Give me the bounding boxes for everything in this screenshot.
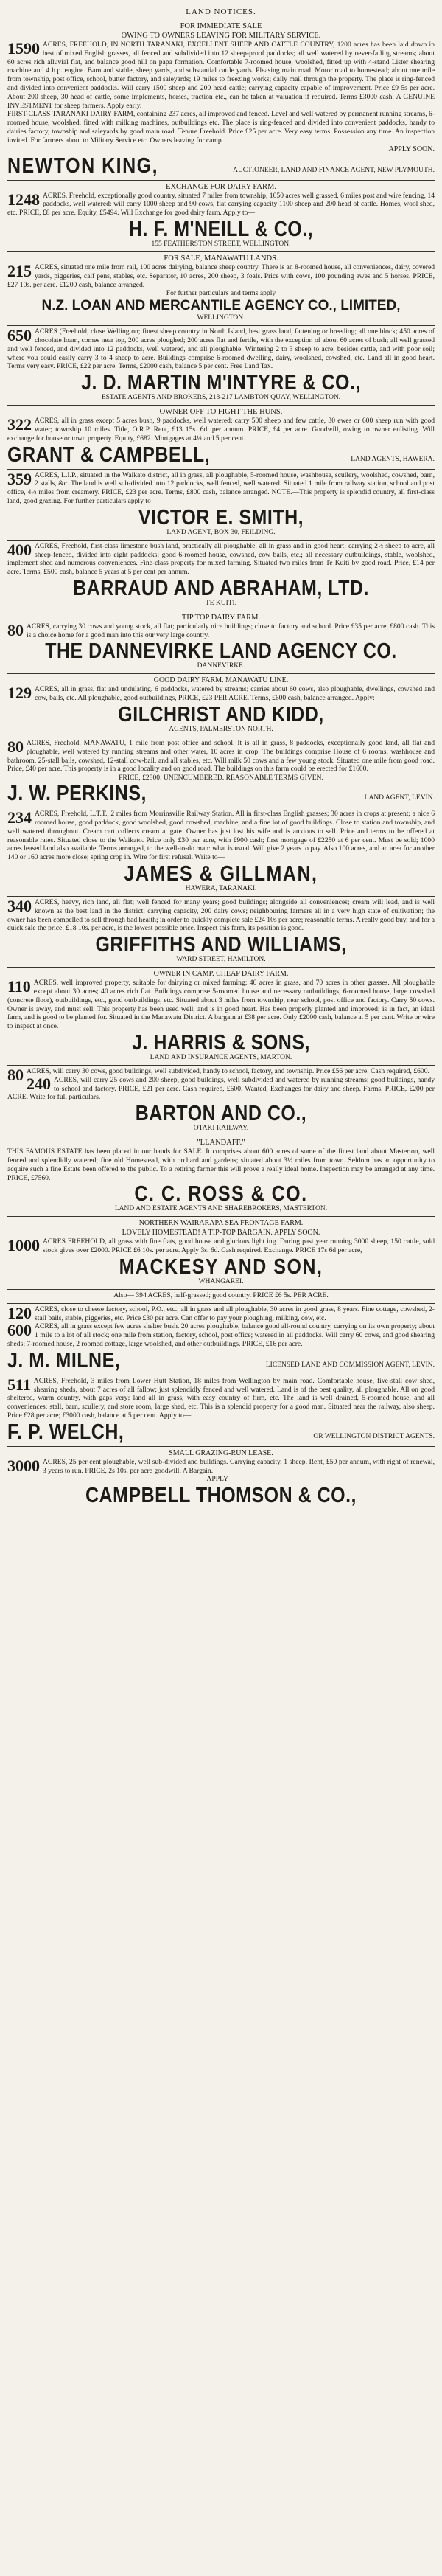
notice-body — [7, 1377, 435, 1420]
agent-address: HAWERA, TARANAKI. — [185, 885, 257, 893]
notice-heading: OWNER IN CAMP. CHEAP DAIRY FARM. — [153, 970, 289, 979]
notice-tip-top-dairy — [7, 611, 435, 675]
agent-name: NEWTON KING, — [7, 153, 159, 178]
agent-name: MACKESY AND SON, — [119, 1254, 323, 1280]
agent-address: WHANGAREI. — [198, 1277, 244, 1285]
agent-address: 155 FEATHERSTON STREET, WELLINGTON. — [151, 240, 291, 248]
notice-body — [7, 685, 435, 703]
agent-address: TE KUITI. — [205, 599, 237, 607]
notice-text: ACRES, well improved property, suitable for dairying or mixed farming; 40 acres in grass, and 70 acres in other grasses. All ploughable except about 30 acres; 40 acres rich flat. Buildings comprise 5-roomed house and necessary outbuildings, 6-roomed house, large cowshed (concrete floor), outbuildings, etc., good outbuildings, etc. Situated about 3 miles from township, near school, post office and factory. Carry 50 cows. Owner is away, and must sell. This property has been used well, and is in good heart. Has been properly planted and improved; is in fact, an ideal farm, and is good to be planted for. Situated in the Manawatu District. A bargain at £38 per acre. Only £2000 cash, balance at 5 per cent. Write or wire to inspect at once. — [7, 979, 435, 1031]
notice-text: ACRES, L.I.P., situated in the Waikato district, all in grass, all ploughable, 5-roomed house, washhouse, scullery, woolshed, cowshed, barn, 2 stalls, &c. The land is well sub-divided into 12 paddocks, well fenced, well watered. Situated 1 mile from railway station, school and post office, 4½ miles from creamery. PRICE, £23 per acre. Terms, £800 cash, balance arranged. NOTE.—This property is splendid country, all first-class land, good grazing. For further particulars apply to— — [7, 471, 435, 505]
notice-heading: EXCHANGE FOR DAIRY FARM. — [166, 182, 276, 191]
acreage-figure: 110 — [7, 977, 31, 996]
notice-body — [7, 979, 435, 1031]
notice-text: ACRES, all in grass except 5 acres bush, 9 paddocks, well watered; carry 500 sheep and few cattle, 30 ewes or 600 sheep run with good water; township 10 miles. Title, O.R.P. Rent, £13 15s. 6d. per annum. PRICE, £4 per acre. Goodwill, owing to owner enlisting. Will exchange for house or town property. Equity, £682. Mortgages at 4¼ and 5 per cent. — [7, 417, 435, 442]
notice-body — [7, 192, 435, 218]
notice-text-2: FIRST-CLASS TARANAKI DAIRY FARM, containing 237 acres, all improved and fenced. Level and well watered by permanent running streams, 6-roomed house, woolshed, fitted with milking machines, outbuildings etc. The place is ring-fenced and divided into convenient paddocks, handy to dairies factory, township and saleyards by good main road. Tenure Freehold. Price £25 per acre. Very easy terms. Possession any time. An inspection invited. For farmers about to Military Service etc. Owners leaving for camp. — [7, 110, 435, 145]
agent-address: LAND AGENTS, HAWERA. — [351, 455, 435, 463]
acreage-figure: 80 — [7, 1066, 24, 1085]
notice-text: ACRES FREEHOLD, all grass with fine flats, good house and glorious light ing. During past year running 3000 sheep, 150 cattle, sold stock gives over £2000. PRICE £6 10s. per acre. Apply 3s. 6d. Cash required. Exchange. PRICE 17s 6d per acre, — [43, 1237, 435, 1255]
notice-body — [7, 898, 435, 933]
agent-block — [7, 1420, 435, 1443]
notice-text: ACRES, Freehold, MANAWATU, 1 mile from post office and school. It is all in grass, 8 paddocks, exceptionally good land, all flat and ploughable, well watered by running streams and other water, 10 acres in crop. The buildings comprise House of 6 rooms, washhouse and bathroom, 25-stall bails, cowshed, 12-stall cow-bail, and all stables, etc. Will milk 50 cows and a few young stock. Situated one mile from good road. Price, £40 per acre. This property is in a good locality and on good road. The buildings on this farm could be erected for £1600. — [7, 739, 435, 774]
acreage-figure: 80 — [7, 620, 24, 639]
agent-name: CAMPBELL THOMSON & CO., — [85, 1484, 357, 1508]
agent-address: LAND AGENT, BOX 30, FEILDING. — [166, 528, 276, 536]
notice-body — [7, 1237, 435, 1255]
notice-taranaki-sheep — [7, 20, 435, 181]
notice-also-394 — [7, 1290, 435, 1304]
apply-line: APPLY— — [206, 1475, 236, 1484]
notice-otaki-farms — [7, 1066, 435, 1136]
agent-address: AGENTS, PALMERSTON NORTH. — [169, 726, 273, 734]
notice-grazing-run — [7, 1447, 435, 1510]
agent-address: OTAKI RAILWAY. — [193, 1125, 249, 1133]
notice-waikato-lip — [7, 470, 435, 541]
agent-address: LAND AND INSURANCE AGENTS, MARTON. — [150, 1054, 292, 1062]
notice-text: ACRES, carrying 30 cows and young stock, all flat; particularly nice buildings; close to factory and school. Price £35 per acre, £800 cash. This is a choice home for a good man into this our very large country. — [27, 622, 435, 639]
notice-body — [7, 327, 435, 371]
acreage-figure: 322 — [7, 415, 32, 434]
notice-text: ACRES, close to cheese factory, school, P.O., etc.; all in grass and all ploughable, 30 acres in good grass, 8 years. Fine cottage, cowshed, 2-stall bails, stable, piggeries, etc. Price £30 per acre. Can offer to pay your ploughing, milking, cow, etc. — [35, 1305, 435, 1322]
agent-address: WARD STREET, HAMILTON. — [176, 956, 266, 964]
notice-lower-hutt — [7, 1375, 435, 1447]
agent-name: GILCHRIST AND KIDD, — [118, 702, 324, 727]
agent-name: BARTON AND CO., — [135, 1102, 307, 1126]
agent-address: ESTATE AGENTS AND BROKERS, 213-217 LAMBTON QUAY, WELLINGTON. — [101, 394, 341, 402]
acreage-figure: 129 — [7, 684, 32, 703]
notice-levin-farm — [7, 737, 435, 808]
notice-llandaff — [7, 1136, 435, 1217]
acreage-figure: 3000 — [7, 1456, 40, 1475]
notice-subheading: LOVELY HOMESTEAD! A TIP-TOP BARGAIN. APPLY SOON. — [122, 1229, 320, 1237]
acreage-figure: 359 — [7, 469, 32, 488]
acreage-figure: 215 — [7, 261, 32, 280]
acreage-figure: 234 — [7, 808, 32, 827]
notice-heading: OWNER OFF TO FIGHT THE HUNS. — [159, 408, 283, 417]
acreage-figure: 1248 — [7, 190, 40, 209]
column-title: LAND NOTICES. — [186, 7, 256, 16]
agent-address: DANNEVIRKE. — [197, 662, 245, 670]
agent-address: LAND AGENT, LEVIN. — [364, 794, 435, 802]
notice-heading: GOOD DAIRY FARM. MANAWATU LINE. — [153, 676, 289, 685]
notice-body — [7, 1305, 435, 1323]
agent-address: AUCTIONEER, LAND AND FINANCE AGENT, NEW PLYMOUTH. — [233, 166, 435, 174]
acreage-figure: 80 — [7, 737, 24, 757]
notice-owner-in-camp — [7, 968, 435, 1066]
notice-text: ACRES (Freehold, close Wellington; finest sheep country in North Island, best grass land, fattening or breeding; all one block; 450 acres of chocolate loam, comes near top, 200 acres ploughed; 200 acres flat and fertile, with the exception of about 60 acres of bush; all well grassed and well fenced, and divided into 12 paddocks, well watered, and all ploughable. Wintering 2 to 3 sheep to acre, besides cattle, and with poor soil; where you could easily carry 3 to 4 sheep to acre. Buildings comprise 6-roomed dwelling, dairy, woolshed, cowshed, etc. Land all in good heart. Terms very easy. PRICE, £22 per acre. Terms, £2000 cash, balance 5 per cent. Free Land Tax. — [7, 327, 435, 371]
notice-subheading: OWING TO OWNERS LEAVING FOR MILITARY SERVICE. — [121, 32, 321, 40]
agent-name: VICTOR E. SMITH, — [138, 505, 304, 530]
agent-name: GRANT & CAMPBELL, — [7, 442, 211, 467]
notice-body — [7, 263, 435, 289]
notice-text: ACRES, heavy, rich land, all flat; well fenced for many years; good buildings; alongside all conveniences; cream will lead, and is well known as the best land in the district; carrying capacity, 200 dairy cows; neighbouring farmers all in a very high state of cultivation; the owner has been compelled to sell through bad health; in order to quickly complete sale £24 10s per acre; reasonable terms. A really good buy, and for a quick sale the price, £18 10s. per acre, is the lowest possible price. Inspect this farm, its position is good. — [7, 898, 435, 933]
notice-exchange-dairy — [7, 181, 435, 252]
price-line: PRICE, £2800. UNENCUMBERED. REASONABLE TERMS GIVEN. — [119, 774, 323, 782]
agent-address: WELLINGTON. — [197, 314, 245, 322]
agent-name: BARRAUD AND ABRAHAM, LTD. — [73, 576, 369, 600]
acreage-figure: 1590 — [7, 39, 40, 58]
acreage-figure: 650 — [7, 326, 32, 345]
notice-wellington-sheep — [7, 326, 435, 406]
agent-block — [7, 443, 435, 466]
agent-name: THE DANNEVIRKE LAND AGENCY CO. — [45, 639, 397, 664]
notice-text-2: For further particulars and terms apply — [166, 289, 276, 298]
agent-address: LAND AND ESTATE AGENTS AND SHAREBROKERS, MASTERTON. — [114, 1205, 328, 1213]
agent-name: C. C. ROSS & CO. — [134, 1182, 308, 1207]
agent-name: GRIFFITHS AND WILLIAMS, — [95, 933, 347, 957]
acreage-figure: 400 — [7, 540, 32, 559]
agent-address: OR WELLINGTON DISTRICT AGENTS. — [313, 1432, 435, 1440]
notice-body — [7, 471, 435, 506]
notice-body — [7, 41, 435, 110]
agent-name: J. HARRIS & SONS, — [132, 1030, 310, 1055]
agent-address: LICENSED LAND AND COMMISSION AGENT, LEVIN. — [265, 1361, 435, 1369]
notice-body — [7, 739, 435, 774]
acreage-figure: 511 — [7, 1375, 31, 1394]
notice-morrinsville — [7, 808, 435, 897]
notice-text: ACRES, Freehold, first-class limestone bush land, practically all ploughable, all in grass and in good heart; carrying 2½ sheep to acre, all sheep-fenced, divided into eight paddocks; good 6-roomed house, cowshed, cow bails, etc.; all necessary outbuildings, stable, woolshed, implement shed and numerous conveniences. Fine-class property for mixed farming. Situated two miles from Te Kuiti by good road. Price, £14 per acre. Terms, £500 cash, balance 5 years at 5 per cent per annum. — [7, 541, 435, 577]
acreage-figure: 240 — [27, 1074, 51, 1093]
apply-line: APPLY SOON. — [388, 145, 435, 153]
notice-body — [7, 622, 435, 640]
notice-text: ACRES, will carry 25 cows and 200 sheep, good buildings, well subdivided and watered by running streams; good buildings, handy to school and factory. PRICE, £21 per acre. Cash required, £600. Wanted, Exchanges for dairy and sheep. Farms. PRICE, £200 per ACRE. Write for full particulars. — [7, 1075, 435, 1102]
notice-heading: FOR IMMEDIATE SALE — [180, 22, 262, 30]
notice-heading: NORTHERN WAIRARAPA SEA FRONTAGE FARM. — [138, 1219, 304, 1228]
agent-name: J. D. MARTIN M'INTYRE & CO., — [81, 371, 361, 395]
agent-name: N.Z. LOAN AND MERCANTILE AGENCY CO., LIMITED, — [41, 298, 401, 314]
notice-manawatu-line — [7, 674, 435, 737]
notice-body-2 — [7, 1076, 435, 1102]
notice-text: ACRES, Freehold, 3 miles from Lower Hutt Station, 18 miles from Wellington by main road. Comfortable house, five-stall cow shed, shearing sheds, about 7 acres of all fallow; just splendidly fenced and well watered. Land is of the best quality, all ploughable. All on good sheltered, warm country, with gaps very; land all in grass, with easy country of firm, etc. The land is well drained, 5-roomed house, and all conveniences; stall, barn, scullery, and store room, large shed, etc. This is a splendid property for a good man. Situated near the railway, also sheep. Price £28 per acre; £3000 cash, balance at 5 per cent. Apply to— — [7, 1376, 435, 1420]
notice-text: ACRES, situated one mile from rail, 100 acres dairying, balance sheep country. There is an 8-roomed house, all conveniences, dairy, covered yards, piggeries, calf pens, stables, etc. Separator, 10 acres, 200 sheep, 3 foals. Price with cows, 100 pounding ewes and 5 horses. PRICE, £27 10s. per acre. £1200 cash, balance arranged. — [7, 263, 435, 289]
notice-heading: "LLANDAFF." — [197, 1139, 245, 1148]
notice-body-2 — [7, 1322, 435, 1348]
notice-text: Also— 394 ACRES, half-grassed; good country. PRICE £6 5s. PER ACRE. — [113, 1291, 329, 1299]
notice-manawatu-lands — [7, 252, 435, 326]
notice-text: ACRES, all in grass, flat and undulating, 6 paddocks, watered by streams; carries about 60 cows, also ploughable, dwellings, cowshed and cow, bails, etc. All ploughable, good outbuildings, PRICE, £23 PER ACRE. Terms, £600 cash, balance arranged. Apply:— — [35, 685, 435, 703]
notice-text: ACRES, Freehold, exceptionally good country, situated 7 miles from township, 1050 acres well grassed, 6 miles post and wire fencing, 14 paddocks, well watered; will carry 1000 sheep and 90 cows, flat carrying capacity 1100 sheep and 200 head of cattle. Homes, wool shed, etc. PRICE, £8 per acre. Equity, £5494. Will Exchange for good dairy farm. Apply to— — [7, 191, 435, 218]
agent-name: J. W. PERKINS, — [7, 782, 147, 806]
notice-text: ACRES, will carry 30 cows, good buildings, well subdivided, handy to school, factory, and township. Price £56 per acre. Cash required, £600. — [27, 1067, 429, 1076]
acreage-figure: 600 — [7, 1321, 32, 1340]
notice-text: ACRES, all in grass except few acres shelter bush. 20 acres ploughable, balance good all-round country, carrying on its own property; about 1 mile to a lot of all stock; one mile from station, factory, school, post office; watered in all paddocks. Will carry 60 cows, and good shearing sheds; 7-roomed house, 2 roomed cottage, large woolshed, and other outbuildings. PRICE, £16 per acre. — [7, 1322, 435, 1348]
agent-name: F. P. WELCH, — [7, 1420, 124, 1444]
notice-owner-off — [7, 406, 435, 469]
notice-text: THIS FAMOUS ESTATE has been placed in our hands for SALE. It comprises about 600 acres of some of the finest land about Masterton, well fenced and splendidly watered; fine old Homestead, with orchard and gardens; situated about 3½ miles from town. Seldom has an opportunity to acquire such a fine Estate been offered to the public. To a retiring farmer this will prove a really ideal home. Inspection may be arranged at any time. PRICE, £7560. — [7, 1148, 435, 1182]
notice-body — [7, 1458, 435, 1476]
agent-block — [7, 154, 435, 177]
agent-name: J. M. MILNE, — [7, 1348, 121, 1372]
acreage-figure: 1000 — [7, 1236, 40, 1255]
notice-cheese-factory — [7, 1304, 435, 1375]
notice-text: ACRES, FREEHOLD, IN NORTH TARANAKI, EXCELLENT SHEEP AND CATTLE COUNTRY, 1200 acres has been laid down in best of mixed English grasses, all fenced and subdivided into 12 sheep-proof paddocks; all well watered by never-failing streams; about 60 acres rich alluvial flat, and balance good hill on papa formation. Comfortable 7-roomed house, woolshed, fitted up with 4-stand Lister shearing machine and 4 h.p. engine. Barn and stable, sheep yards, and substantial cattle yards. Pleasing main road. Motor road to homestead; about one mile from township, post office, school, butter factory, and saleyards; 19 miles to freezing works; daily mail through the property. The place is ring-fenced and divided into convenient paddocks. Will carry 1500 sheep and 200 head cattle; carrying capacity capable of improvement. Price £9 5s per acre. About 200 sheep, 30 head of cattle, some implements, horses, traction etc., can be taken at valuation if required. Terms £3000 cash. A GENUINE INVESTMENT for sheep farmers. Apply early. — [7, 41, 435, 110]
agent-name: JAMES & GILLMAN, — [124, 861, 318, 886]
notice-heading: SMALL GRAZING-RUN LEASE. — [169, 1448, 273, 1457]
notice-hamilton-flat — [7, 897, 435, 968]
notice-body — [7, 542, 435, 577]
notice-text: ACRES, 25 per cent ploughable, well sub-divided and buildings. Carrying capacity, 1 sheep. Rent, £50 per annum, with right of renewal, 3 years to run. PRICE, 2s 10s. per acre goodwill. A Bargain. — [43, 1457, 435, 1475]
notice-sea-frontage — [7, 1217, 435, 1290]
notice-body — [7, 810, 435, 862]
notice-text: ACRES, Freehold, L.T.T., 2 miles from Morrinsville Railway Station. All in first-class English grasses; 30 acres in crops at present; a nice 6 roomed house, good paddock, good woolshed, good cowshed, machine, and a fine lot of good buildings. Close to station and township, and well watered throughout. Cream cart collects cream at gate. Owner has just lost his wife and is anxious to sell. Price and terms to be offered at reasonable rates. Situated close to the Waikato. Price only £30 per acre, with £900 cash; first mortgage of £2250 at 6 per cent. Must be sold; 1000 acres leased land also available. Terms arranged, to the well-to-do man: what is usual. Will give 2 years to pay. Also 100 acres, and an area for another 140 or 160 acres more close; spring crop in. Wire for first refusal. Write to— — [7, 810, 435, 862]
notice-te-kuiti — [7, 541, 435, 611]
acreage-figure: 120 — [7, 1303, 32, 1322]
notice-heading: FOR SALE, MANAWATU LANDS. — [164, 254, 278, 263]
notice-body — [7, 417, 435, 442]
notice-heading: TIP TOP DAIRY FARM. — [181, 613, 261, 622]
agent-block — [7, 782, 435, 805]
agent-block — [7, 1349, 435, 1372]
acreage-figure: 340 — [7, 897, 32, 916]
agent-name: H. F. M'NEILL & CO., — [128, 217, 314, 242]
